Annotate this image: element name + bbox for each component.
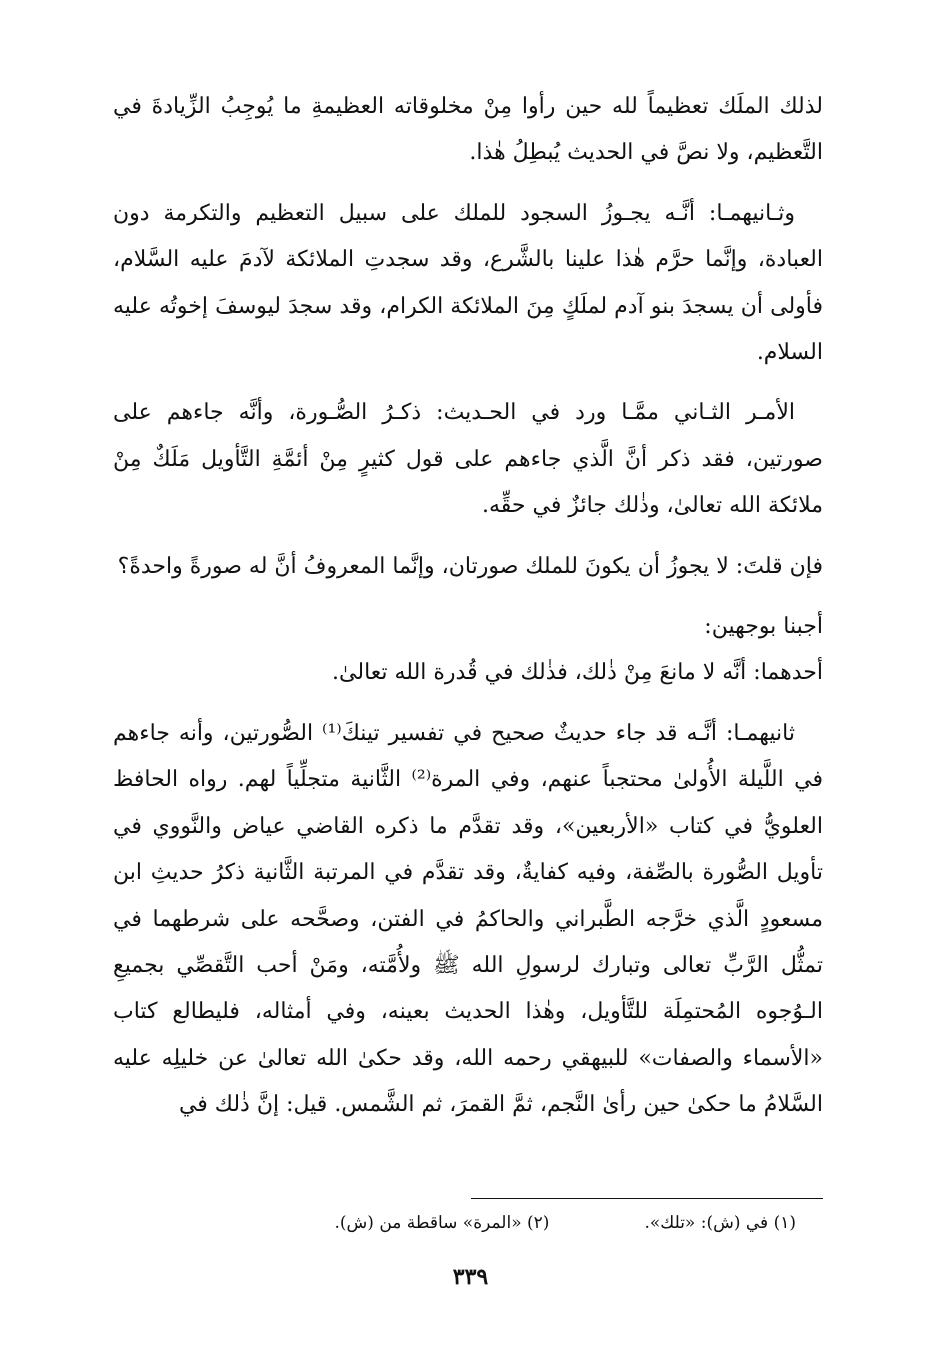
footnote-1: (١) في (ش): «تلك». — [644, 1213, 796, 1233]
paragraph-4: فإن قلتَ: لا يجوزُ أن يكونَ للملك صورتان، وإنَّما المعروفُ أنَّ له صورةً واحدةً؟ — [117, 553, 823, 579]
paragraph-1: لذلك الملَك تعظيماً لله حين رأوا مِنْ مخلوقاته العظيمةِ ما يُوجِبُ الزِّيادةَ في التَّعظيم، ولا نصَّ في الحديث يُبطِلُ هٰذا. — [113, 94, 823, 166]
paragraph-7: ثانيهمـا: أنَّـه قد جاء حديثٌ صحيح في تفسير تينكَ⁽¹⁾ الصُّورتين، وأنه جاءهم في اللَّيلة الأُولىٰ محتجباً عنهم، وفي المرة⁽²⁾ الثَّانية متجلِّياً لهم. رواه الحافظ العلويُّ في كتاب «الأربعين»، وقد تقدَّم ما ذكره القاضي عياض والنَّووي في تأويل الصُّورة بالصِّفة، وفيه كفايةٌ، وقد تقدَّم في المرتبة الثَّانية ذكرُ حديثِ ابن مسعودٍ الَّذي خرَّجه الطَّبراني والحاكمُ في الفتن، وصحَّحه على شرطهما في تمثُّل الرَّبِّ تعالى وتبارك لرسولِ الله ﷺ ولأُمَّته، ومَنْ أحب التَّقصِّي بجميعِ الـوُجوه المُحتمِلَة للتَّأويل، وهٰذا الحديث بعينه، وفي أمثاله، فليطالع كتاب «الأسماء والصفات» للبيهقي رحمه الله، وقد حكىٰ الله تعالىٰ عن خليلِه عليه السَّلامُ ما حكىٰ حين رأىٰ النَّجم، ثمَّ القمرَ، ثم الشَّمس. قيل: إنَّ ذٰلك في — [113, 720, 823, 1118]
paragraph-3: الأمـر الثـاني ممَّـا ورد في الحـديث: ذكـرُ الصُّـورة، وأنَّه جاءهم على صورتين، فقد ذكر أنَّ الَّذي جاءهم على قول كثيرٍ مِنْ أئمَّةِ التَّأويل مَلَكٌ مِنْ ملائكة الله تعالىٰ، وذٰلك جائزٌ في حقِّه. — [113, 400, 823, 519]
main-text — [113, 84, 823, 1129]
page-number: ٣٣٩ — [452, 1264, 489, 1290]
paragraph-2: وثـانيهمـا: أنَّـه يجـوزُ السجود للملك على سبيل التعظيم والتكرمة دون العبادة، وإنَّما حرَّم هٰذا علينا بالشَّرع، وقد سجدتِ الملائكة لآدمَ عليه السَّلام، فأولى أن يسجدَ بنو آدم لملَكٍ مِنَ الملائكة الكرام، وقد سجدَ ليوسفَ إخوتُه عليه السلام. — [113, 200, 823, 366]
paragraph-6: أحدهما: أنَّه لا مانعَ مِنْ ذٰلك، فذٰلك في قُدرة الله تعالىٰ. — [332, 660, 823, 686]
footnote-divider — [471, 1198, 823, 1199]
footnotes — [236, 1210, 796, 1236]
footnote-2: (٢) «المرة» ساقطة من (ش). — [334, 1213, 550, 1233]
paragraph-5: أجبنا بوجهين: — [704, 614, 823, 640]
